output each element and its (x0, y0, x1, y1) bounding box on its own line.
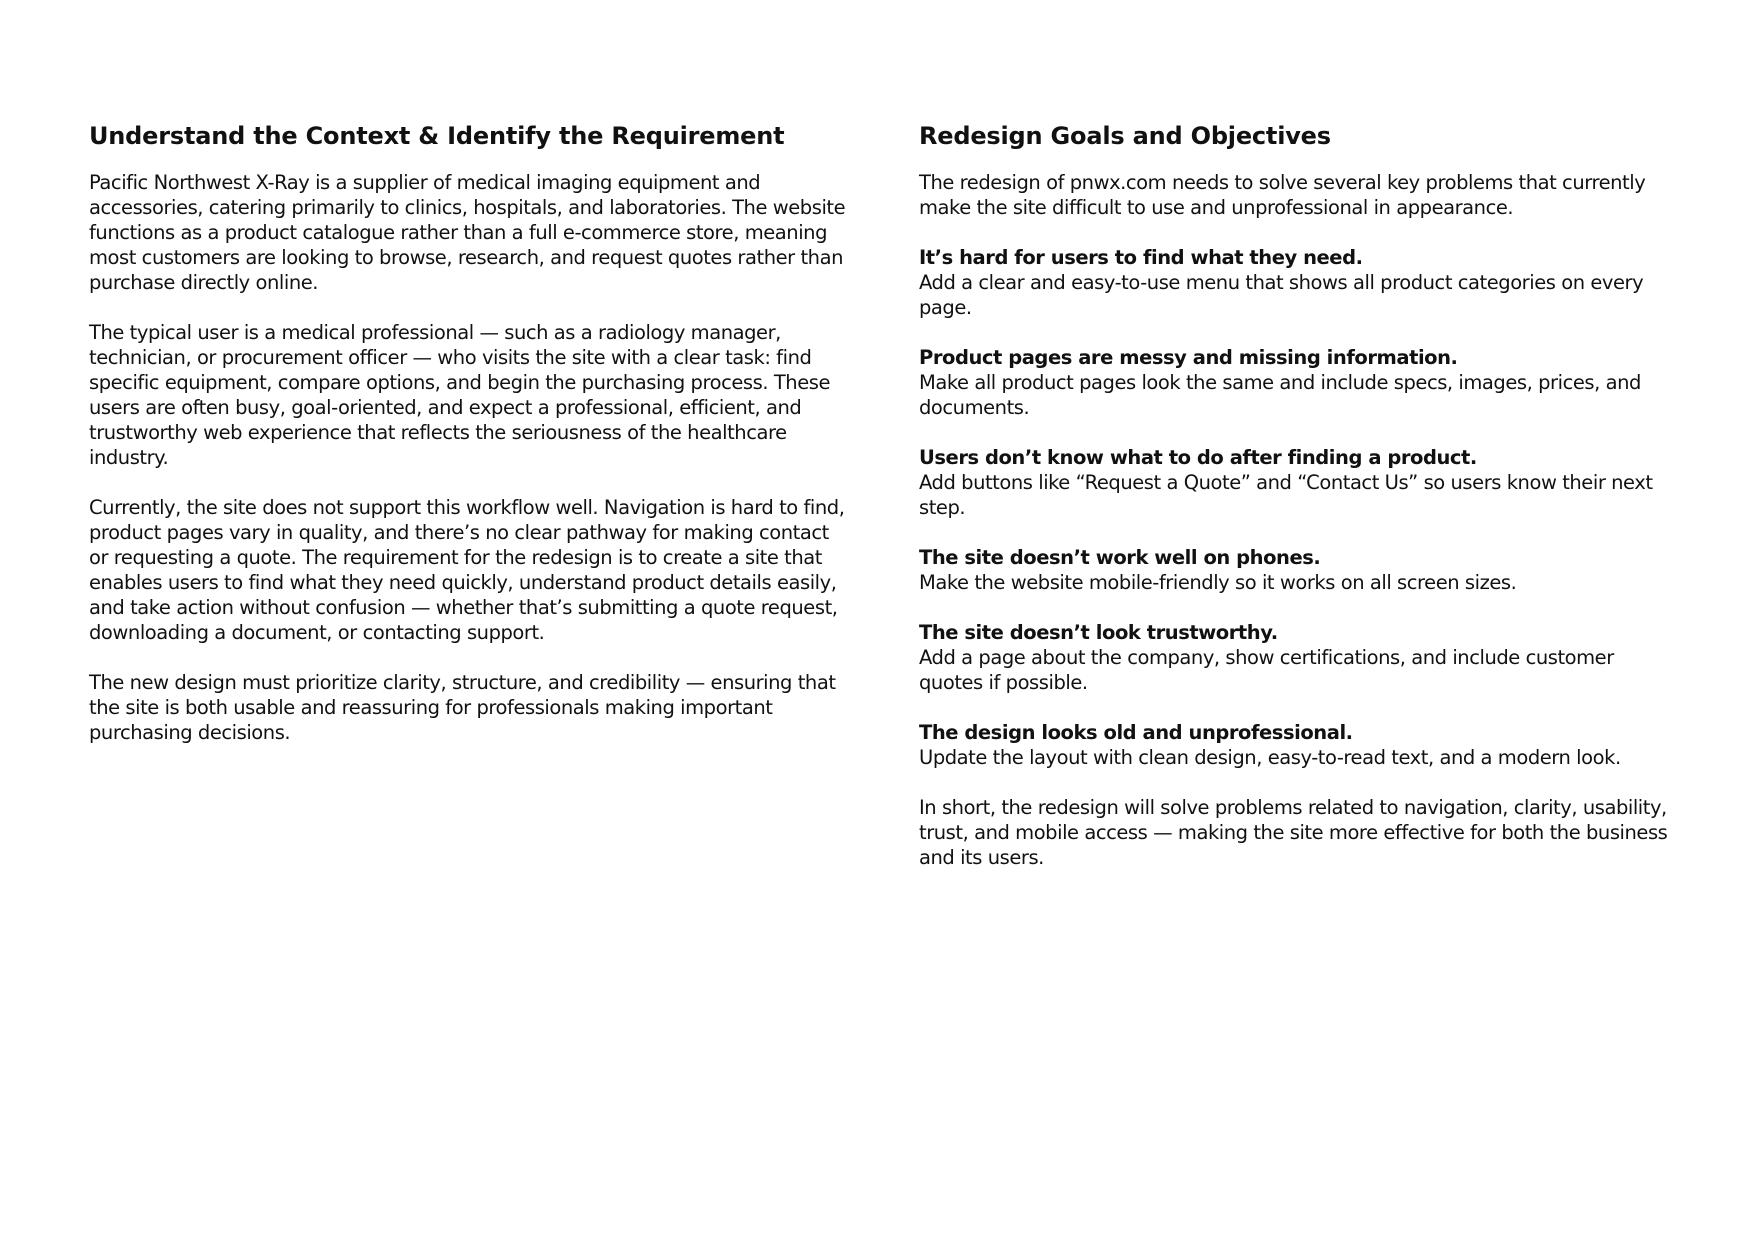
goal-description: Update the layout with clean design, easy-to-read text, and a modern look. (919, 746, 1621, 769)
goal-item-mobile (919, 545, 1679, 595)
context-paragraph-4: The new design must prioritize clarity, structure, and credibility — ensuring that the site is both usable and reassuring for professionals making important purchasing decisions. (89, 671, 836, 744)
goal-title: The site doesn’t work well on phones. (919, 546, 1321, 569)
context-paragraph-2: The typical user is a medical professional — such as a radiology manager, technician, or procurement officer — who visits the site with a clear task: find specific equipment, compare options, and begin the purchasing process. These users are often busy, goal-oriented, and expect a professional, efficient, and trustworthy web experience that reflects the seriousness of the healthcare industry. (89, 321, 831, 469)
goal-item-product-pages (919, 345, 1679, 420)
goal-description: Make the website mobile-friendly so it works on all screen sizes. (919, 571, 1517, 594)
goal-title: It’s hard for users to find what they need. (919, 246, 1363, 269)
context-body (89, 170, 849, 745)
goals-heading: Redesign Goals and Objectives (919, 122, 1331, 150)
goal-item-navigation (919, 245, 1679, 320)
context-paragraph-1: Pacific Northwest X-Ray is a supplier of medical imaging equipment and accessories, catering primarily to clinics, hospitals, and laboratories. The website functions as a product catalogue rather than a full e-commerce store, meaning most customers are looking to browse, research, and request quotes rather than purchase directly online. (89, 171, 846, 294)
context-heading: Understand the Context & Identify the Requirement (89, 122, 785, 150)
goal-title: Users don’t know what to do after finding a product. (919, 446, 1477, 469)
goal-description: Add a page about the company, show certifications, and include customer quotes if possible. (919, 646, 1614, 694)
goals-body (919, 170, 1679, 870)
goals-section (919, 118, 1679, 895)
goal-item-trust (919, 620, 1679, 695)
goals-intro: The redesign of pnwx.com needs to solve several key problems that currently make the site difficult to use and unprofessional in appearance. (919, 171, 1646, 219)
goal-description: Add a clear and easy-to-use menu that shows all product categories on every page. (919, 271, 1644, 319)
context-section (89, 118, 849, 770)
goal-title: The site doesn’t look trustworthy. (919, 621, 1278, 644)
goal-title: Product pages are messy and missing information. (919, 346, 1458, 369)
goal-item-next-step (919, 445, 1679, 520)
context-paragraph-3: Currently, the site does not support this workflow well. Navigation is hard to find, product pages vary in quality, and there’s no clear pathway for making contact or requesting a quote. The requirement for the redesign is to create a site that enables users to find what they need quickly, understand product details easily, and take action without confusion — whether that’s submitting a quote request, downloading a document, or contacting support. (89, 496, 845, 644)
goal-title: The design looks old and unprofessional. (919, 721, 1353, 744)
goals-summary: In short, the redesign will solve problems related to navigation, clarity, usability, trust, and mobile access — making the site more effective for both the business and its users. (919, 796, 1668, 869)
goal-description: Make all product pages look the same and include specs, images, prices, and documents. (919, 371, 1641, 419)
goal-description: Add buttons like “Request a Quote” and “Contact Us” so users know their next step. (919, 471, 1653, 519)
goal-item-design (919, 720, 1679, 770)
